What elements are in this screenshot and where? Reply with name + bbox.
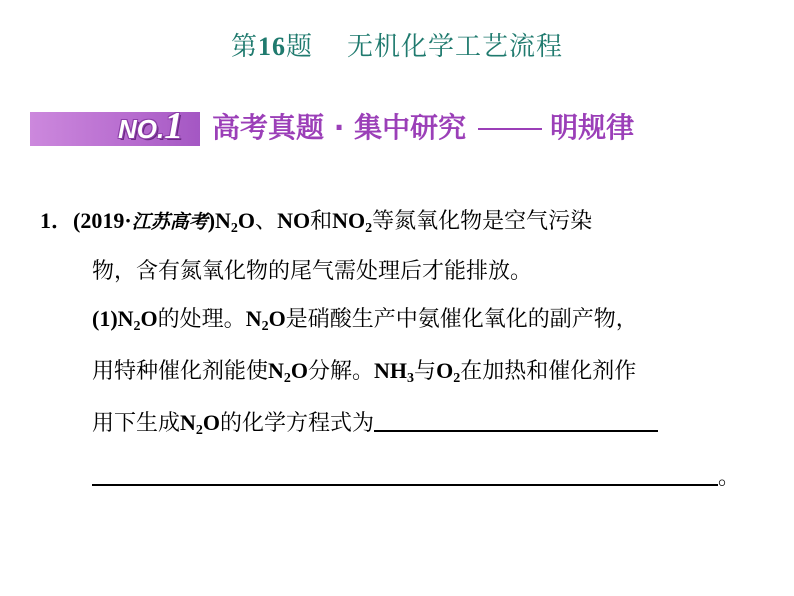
line5-text-a: 用下生成 xyxy=(92,411,181,436)
formula-n2o: $N_2O$ xyxy=(215,208,256,236)
question-number: 1． xyxy=(40,208,74,233)
section-heading xyxy=(212,108,634,148)
formula-no2: $NO_2$ xyxy=(332,208,373,236)
line5-text-b: 的化学方程式为 xyxy=(220,411,375,436)
line1-text: 等氮氧化物是空气污染 xyxy=(372,209,593,234)
formula-o2: $O_2$ xyxy=(436,358,461,386)
badge-text: NO. xyxy=(118,114,165,144)
line4-text-a: 用特种催化剂能使 xyxy=(92,359,269,384)
section-number-badge xyxy=(118,106,183,146)
line4-text-d: 在加热和催化剂作 xyxy=(460,359,637,384)
slide-title xyxy=(0,26,794,63)
question-line-5 xyxy=(92,406,658,437)
question-line-6 xyxy=(92,460,740,491)
section-heading-text: 高考真题 · 集中研究 xyxy=(212,111,467,144)
line3-text-a: 的处理。 xyxy=(157,307,246,332)
line4-text-b: 分解。 xyxy=(308,359,375,384)
section-subheading: 明规律 xyxy=(550,111,635,144)
source-exam: 江苏高考 xyxy=(131,211,208,233)
answer-blank-1[interactable] xyxy=(374,408,658,432)
formula-n2o: $N_2O$ xyxy=(180,410,221,438)
conjunction: 和 xyxy=(310,209,333,234)
formula-n2o: $N_2O$ xyxy=(117,306,158,334)
source-close: ) xyxy=(207,208,216,233)
separator: 、 xyxy=(255,209,278,234)
badge-number: 1 xyxy=(164,105,184,147)
question-line-1 xyxy=(40,204,592,235)
question-line-4 xyxy=(92,354,636,385)
title-number: 16 xyxy=(257,32,286,61)
line3-text-b: 是硝酸生产中氨催化氧化的副产物， xyxy=(285,307,638,332)
title-topic: 无机化学工艺流程 xyxy=(347,32,564,62)
title-suffix: 题 xyxy=(285,32,313,62)
formula-nh3: $NH_3$ xyxy=(374,358,415,386)
heading-dash xyxy=(478,128,542,130)
part1-label: (1) xyxy=(92,306,118,331)
formula-n2o: $N_2O$ xyxy=(268,358,309,386)
title-prefix: 第 xyxy=(230,32,258,62)
answer-blank-2[interactable] xyxy=(92,462,718,486)
formula-no: NO xyxy=(277,208,311,233)
source-year: (2019· xyxy=(73,208,132,233)
question-line-3 xyxy=(92,302,638,333)
line4-text-c: 与 xyxy=(414,359,437,384)
end-mark: 。 xyxy=(718,465,741,490)
line2-text: 物，含有氮氧化物的尾气需处理后才能排放。 xyxy=(92,259,533,284)
question-line-2 xyxy=(92,254,532,285)
formula-n2o: $N_2O$ xyxy=(245,306,286,334)
question-source xyxy=(73,208,215,233)
